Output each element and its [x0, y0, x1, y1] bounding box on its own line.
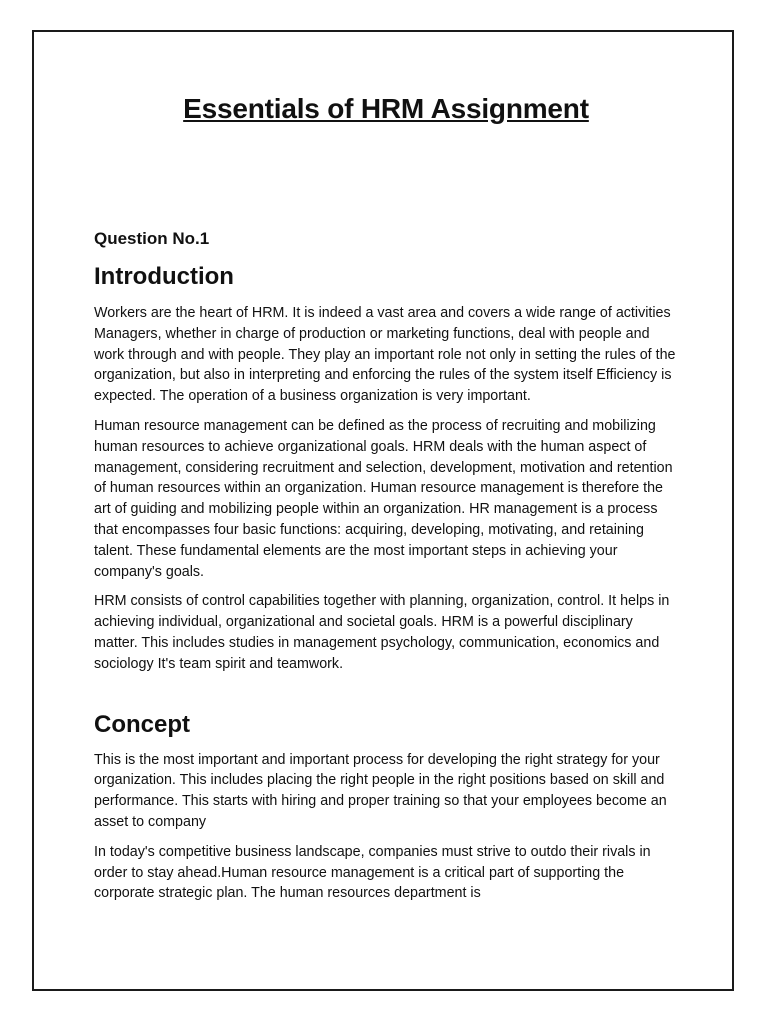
introduction-heading: Introduction — [94, 263, 234, 290]
introduction-paragraph-3: HRM consists of control capabilities together with planning, organization, control. It helps in achieving individual, organizational and societal goals. HRM is a powerful disciplinary matter. This includes studies in management psychology, communication, economics and sociology It's team spirit and teamwork. — [94, 593, 670, 672]
document-title: Essentials of HRM Assignment — [183, 93, 589, 124]
question-label: Question No.1 — [94, 229, 210, 248]
concept-paragraph-2: In today's competitive business landscape, companies must strive to outdo their rivals in order to stay ahead.Human resource management is a critical part of supporting the corporate strategic plan. The human resources department is — [94, 843, 651, 902]
introduction-paragraph-2: Human resource management can be defined as the process of recruiting and mobilizing human resources to achieve organizational goals. HRM deals with the human aspect of management, considering recruitment and selection, development, motivation and retention of human resources within an organization. Human resource management is therefore the art of guiding and mobilizing people within an organization. HR management is a process that encompasses four basic functions: acquiring, developing, motivating, and retaining talent. These fundamental elements are the most important steps in achieving your company's goals. — [94, 417, 673, 580]
introduction-paragraph-1: Workers are the heart of HRM. It is indeed a vast area and covers a wide range of activities Managers, whether in charge of production or marketing functions, deal with people and work through and with people. They play an important role not only in setting the rules of the organization, but also in interpreting and enforcing the rules of the system itself Efficiency is expected. The operation of a business organization is very important. — [94, 305, 676, 405]
document-body — [94, 32, 678, 913]
concept-heading: Concept — [94, 710, 190, 738]
page-border — [32, 30, 734, 991]
concept-paragraph-1: This is the most important and important process for developing the right strategy for your organization. This includes placing the right people in the right positions based on skill and performance. This starts with hiring and proper training so that your employees become an asset to company — [94, 751, 667, 830]
